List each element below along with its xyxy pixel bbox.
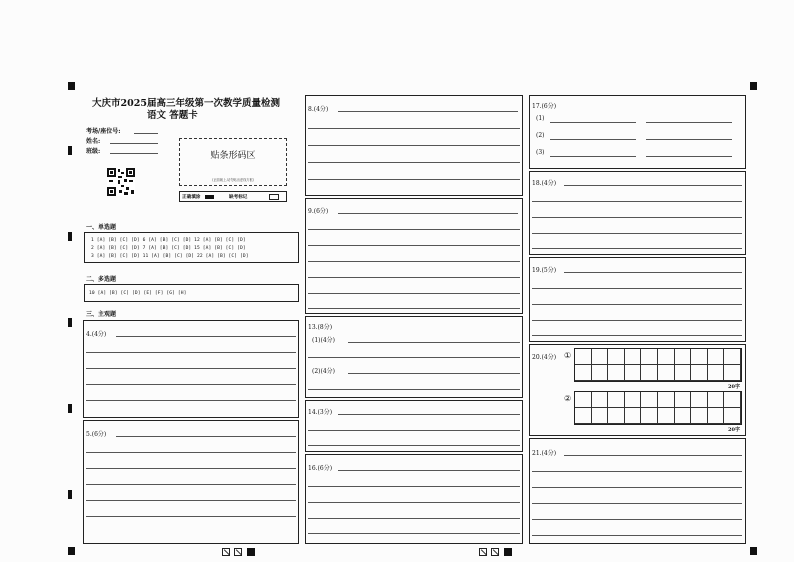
name-field[interactable]	[110, 143, 158, 144]
answer-line	[308, 430, 520, 431]
q21-answer-box[interactable]	[529, 438, 746, 544]
q20-grid-b[interactable]	[574, 391, 742, 425]
q17-answer-box[interactable]	[529, 95, 746, 169]
answer-line	[646, 139, 732, 140]
single-choice-box	[84, 232, 299, 263]
fill-legend	[179, 191, 287, 202]
answer-line	[532, 304, 742, 305]
q4-label: 4.(4分)	[86, 331, 107, 338]
answer-line	[308, 277, 520, 278]
answer-line	[308, 357, 520, 358]
answer-line	[532, 320, 742, 321]
answer-line	[564, 272, 742, 273]
answer-line	[308, 179, 520, 180]
answer-line	[532, 503, 742, 504]
answer-line	[86, 468, 296, 469]
multi-choice-box	[84, 284, 299, 302]
answer-line	[550, 139, 636, 140]
q20-count-a: 20字	[728, 384, 740, 390]
answer-line	[532, 217, 742, 218]
answer-line	[646, 156, 732, 157]
class-field[interactable]	[110, 153, 158, 154]
answer-line	[86, 500, 296, 501]
answer-line	[308, 128, 520, 129]
q18-answer-box[interactable]	[529, 171, 746, 255]
q9-answer-box[interactable]	[305, 198, 523, 314]
absent-mark-box[interactable]	[269, 194, 279, 200]
q21-label: 21.(4分)	[532, 450, 557, 457]
answer-line	[532, 201, 742, 202]
answer-line	[348, 373, 520, 374]
q18-label: 18.(4分)	[532, 180, 557, 187]
answer-line	[532, 471, 742, 472]
answer-line	[308, 229, 520, 230]
answer-line	[308, 261, 520, 262]
corner-mark-top-left	[68, 82, 75, 90]
page-marker-box	[222, 548, 230, 556]
q17-label: 17.(6分)	[532, 103, 557, 110]
q9-label: 9.(6分)	[308, 208, 329, 215]
q4-answer-box[interactable]	[83, 320, 299, 418]
page-marker-box	[479, 548, 487, 556]
answer-line	[532, 248, 742, 249]
answer-line	[116, 436, 296, 437]
corner-mark-top-right	[750, 82, 757, 90]
answer-line	[308, 145, 520, 146]
q5-answer-box[interactable]	[83, 420, 299, 544]
q19-answer-box[interactable]	[529, 257, 746, 342]
answer-line	[550, 156, 636, 157]
answer-line	[86, 484, 296, 485]
q14-label: 14.(3分)	[308, 409, 333, 416]
answer-line	[532, 233, 742, 234]
corner-mark-bottom-right	[750, 547, 757, 555]
page-marker-box	[491, 548, 499, 556]
q20-count-b: 20字	[728, 427, 740, 433]
answer-line	[532, 288, 742, 289]
answer-line	[86, 452, 296, 453]
timing-mark	[68, 404, 72, 413]
answer-line	[86, 368, 296, 369]
q13-label: 13.(8分)	[308, 324, 333, 331]
q8-label: 8.(4分)	[308, 106, 329, 113]
q13-2-label: (2)(4分)	[312, 368, 335, 375]
answer-line	[308, 245, 520, 246]
exam-room-field[interactable]	[134, 133, 158, 134]
answer-line	[646, 122, 732, 123]
answer-line	[308, 445, 520, 446]
answer-line	[564, 185, 742, 186]
page-marker-fill	[504, 548, 512, 556]
q20-part-b-label: ②	[564, 394, 572, 403]
q5-label: 5.(6分)	[86, 431, 107, 438]
timing-mark	[68, 146, 72, 155]
exam-title: 大庆市2025届高三年级第一次教学质量检测	[92, 98, 280, 109]
answer-line	[550, 122, 636, 123]
answer-line	[308, 162, 520, 163]
answer-line	[308, 308, 520, 309]
choice-row-3[interactable]: 3 [A] [B] [C] [D] 11 [A] [B] [C] [D] 22 [A] [B] [C] [D]	[91, 254, 249, 259]
timing-mark	[68, 318, 72, 327]
q20-label: 20.(4分)	[532, 354, 557, 361]
choice-row-2[interactable]: 2 [A] [B] [C] [D] 7 [A] [B] [C] [D] 15 [A] [B] [C] [D]	[91, 246, 246, 251]
timing-mark	[68, 232, 72, 241]
answer-line	[308, 518, 520, 519]
class-label: 班级:	[86, 148, 101, 155]
barcode-area	[179, 138, 287, 186]
q20-part-a-label: ①	[564, 351, 572, 360]
page-marker-fill	[247, 548, 255, 556]
multi-choice-row[interactable]: 10 [A] [B] [C] [D] [E] [F] [G] [H]	[89, 291, 187, 296]
answer-line	[348, 342, 520, 343]
q16-label: 16.(6分)	[308, 465, 333, 472]
section-single-choice: 一、单选题	[86, 224, 117, 231]
answer-line	[86, 352, 296, 353]
section-multi-choice: 二、多选题	[86, 276, 117, 283]
answer-line	[338, 414, 520, 415]
barcode-note: (正面朝上,切勿贴出虚线方框)	[212, 178, 254, 182]
q19-label: 19.(5分)	[532, 267, 557, 274]
answer-line	[338, 213, 518, 214]
q17-2-label: (2)	[536, 132, 545, 139]
absent-mark-label: 缺考标记	[229, 195, 248, 200]
barcode-label: 贴条形码区	[210, 151, 256, 161]
answer-line	[564, 455, 742, 456]
q17-3-label: (3)	[536, 149, 545, 156]
q16-answer-box[interactable]	[305, 454, 523, 544]
q17-1-label: (1)	[536, 115, 545, 122]
page-marker-box	[234, 548, 242, 556]
answer-line	[86, 400, 296, 401]
choice-row-1[interactable]: 1 [A] [B] [C] [D] 6 [A] [B] [C] [D] 12 [A] [B] [C] [D]	[91, 238, 246, 243]
q20-grid-a[interactable]	[574, 348, 742, 382]
answer-line	[308, 293, 520, 294]
answer-line	[532, 487, 742, 488]
answer-line	[532, 519, 742, 520]
answer-line	[338, 470, 520, 471]
answer-line	[86, 384, 296, 385]
answer-line	[308, 486, 520, 487]
exam-room-label: 考场/座位号:	[86, 128, 121, 135]
name-label: 姓名:	[86, 138, 101, 145]
answer-line	[532, 335, 742, 336]
answer-line	[532, 535, 742, 536]
qr-code-icon	[107, 168, 135, 196]
answer-line	[308, 502, 520, 503]
corner-mark-bottom-left	[68, 547, 75, 555]
answer-line	[86, 516, 296, 517]
answer-line	[308, 389, 520, 390]
correct-fill-sample	[205, 195, 214, 199]
section-subjective: 三、主观题	[86, 311, 117, 318]
answer-line	[116, 336, 296, 337]
answer-line	[338, 111, 518, 112]
q13-1-label: (1)(4分)	[312, 337, 335, 344]
exam-subtitle: 语文 答题卡	[147, 110, 198, 121]
answer-line	[308, 533, 520, 534]
correct-fill-label: 正确填涂	[182, 195, 201, 200]
timing-mark	[68, 490, 72, 499]
